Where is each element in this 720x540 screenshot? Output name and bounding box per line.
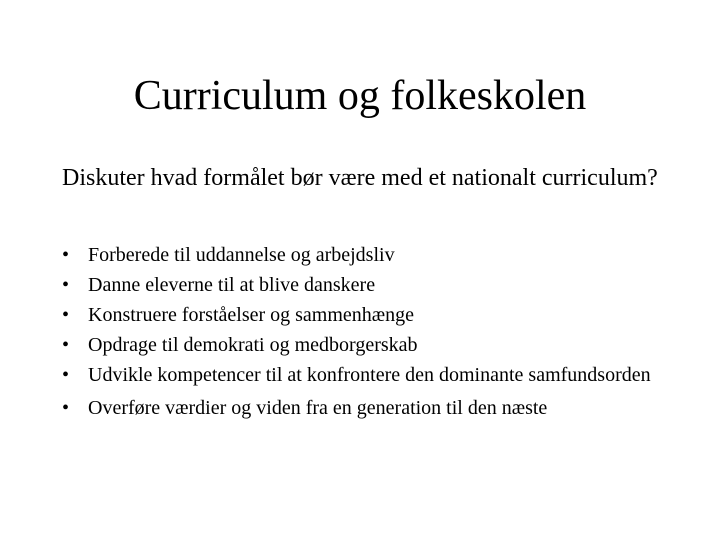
bullet-icon: • (62, 274, 70, 296)
bullet-icon: • (62, 244, 70, 266)
list-item (62, 360, 682, 393)
bullet-icon: • (62, 334, 70, 356)
bullet-icon: • (62, 304, 70, 326)
list-item-text: Konstruere forståelser og sammenhænge (88, 304, 415, 326)
bullet-icon: • (62, 364, 70, 386)
list-item (62, 393, 682, 423)
list-item-text: Opdrage til demokrati og medborgerskab (88, 334, 418, 356)
list-item (62, 330, 682, 360)
intro-question: Diskuter hvad formålet bør være med et nationalt curriculum? (62, 165, 658, 191)
list-item (62, 240, 682, 270)
list-item-text: Udvikle kompetencer til at konfrontere den dominante samfundsorden (88, 364, 651, 386)
list-item-text: Danne eleverne til at blive danskere (88, 274, 376, 296)
bullet-icon: • (62, 397, 70, 419)
slide-title: Curriculum og folkeskolen (133, 73, 587, 119)
list-item-text: Forberede til uddannelse og arbejdsliv (88, 244, 395, 266)
list-item (62, 270, 682, 300)
list-item (62, 300, 682, 330)
bullet-list (62, 240, 682, 423)
list-item-text: Overføre værdier og viden fra en generation til den næste (88, 397, 548, 419)
